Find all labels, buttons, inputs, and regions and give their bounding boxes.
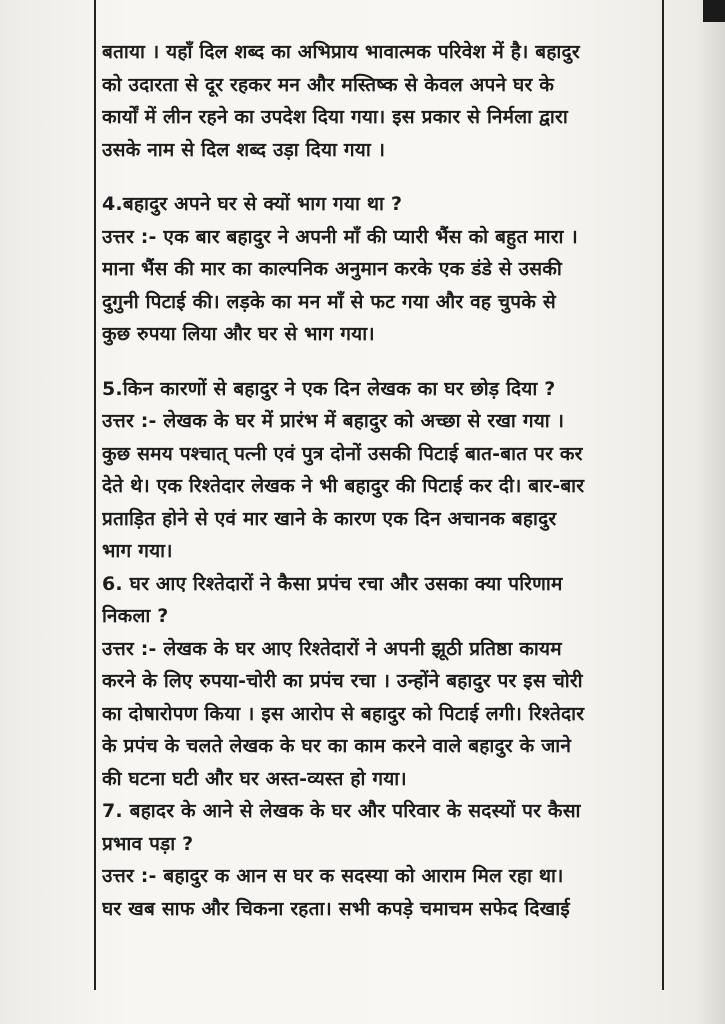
answer-line: करने के लिए रुपया-चोरी का प्रपंच रचा । उन्होंने बहादुर पर इस चोरी [102,670,583,692]
question-text: 4.बहादुर अपने घर से क्यों भाग गया था ? [102,193,403,215]
text-line: कार्यों में लीन रहने का उपदेश दिया गया। इस प्रकार से निर्मला द्वारा [102,106,568,128]
answer-line: कुछ रुपया लिया और घर से भाग गया। [102,323,375,345]
text-line: को उदारता से दूर रहकर मन और मस्तिष्क से केवल अपने घर के [102,73,555,96]
answer-line: माना भैंस की मार का काल्पनिक अनुमान करके एक डंडे से उसकी [102,258,562,280]
answer-line: उत्तर :- लेखक के घर में प्रारंभ में बहादुर को अच्छा से रखा गया । [102,410,565,432]
page-edge-shadow [695,0,725,1024]
answer-line: उत्तर :- बहादुर क आन स घर क सदस्या को आराम मिल रहा था। [102,865,564,887]
question-text: 7. बहादर के आने से लेखक के घर और परिवार के सदस्यों पर कैसा [102,800,581,822]
answer-line: घर खब साफ और चिकना रहता। सभी कपड़े चमाचम सफेद दिखाई [102,897,570,920]
text-line: उसके नाम से दिल शब्द उड़ा दिया गया । [102,138,386,161]
answer-line: उत्तर :- एक बार बहादुर ने अपनी माँ की प्यारी भैंस को बहुत मारा । [102,225,578,248]
answer-line: भाग गया। [102,540,173,562]
question-6 [102,568,658,796]
right-margin-line [662,0,664,990]
answer-line: के प्रपंच के चलते लेखक के घर का काम करने वाले बहादुर के जाने [102,735,572,757]
question-7 [102,795,658,925]
question-4 [102,188,658,351]
answer-line: कुछ समय पश्चात् पत्नी एवं पुत्र दोनों उसकी पिटाई बात-बात पर कर [102,442,583,465]
answer-line: की घटना घटी और घर अस्त-व्यस्त हो गया। [102,767,407,790]
text-line: बताया । यहाँ दिल शब्द का अभिप्राय भावात्मक परिवेश में है। बहादुर [102,41,580,63]
answer-line: प्रताड़ित होने से एवं मार खाने के कारण एक दिन अचानक बहादुर [102,507,557,530]
answer-line: दुगुनी पिटाई की। लड़के का मन माँ से फट गया और वह चुपके से [102,290,556,313]
intro-paragraph [102,36,658,166]
answer-line: उत्तर :- लेखक के घर आए रिश्तेदारों ने अपनी झूठी प्रतिष्ठा कायम [102,637,562,660]
question-text: 5.किन कारणों से बहादुर ने एक दिन लेखक का घर छोड़ दिया ? [102,377,556,400]
answer-line: का दोषारोपण किया । इस आरोप से बहादुर को पिटाई लगी। रिश्तेदार [102,702,585,725]
question-text: 6. घर आए रिश्तेदारों ने कैसा प्रपंच रचा और उसका क्या परिणाम [102,572,563,595]
answer-line: देते थे। एक रिश्तेदार लेखक ने भी बहादुर की पिटाई कर दी। बार-बार [102,475,585,497]
question-text: प्रभाव पड़ा ? [102,832,194,855]
question-text: निकला ? [102,605,169,627]
question-5 [102,373,658,568]
spacer [102,351,658,373]
spacer [102,166,658,188]
scan-corner [703,0,725,22]
left-margin-line [94,0,96,990]
handwritten-content [102,36,658,925]
